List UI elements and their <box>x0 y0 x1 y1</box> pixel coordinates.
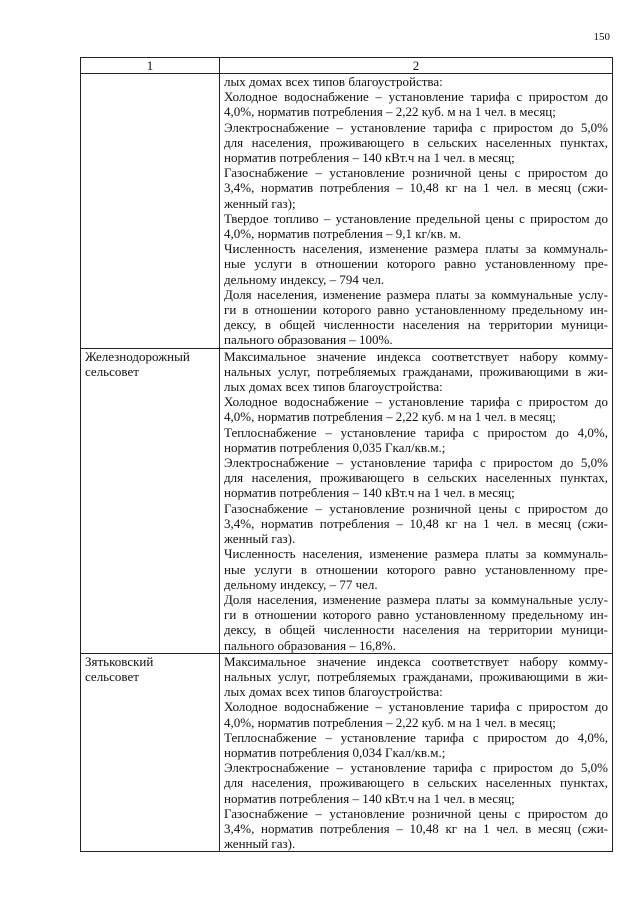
text-line: Электроснабжение – установление тарифа с приростом до 5,0% <box>224 455 608 471</box>
text-line: Электроснабжение – установление тарифа с приростом до 5,0% <box>224 760 608 776</box>
municipality-name-line: сельсовет <box>85 363 139 379</box>
paragraph <box>224 425 608 455</box>
text-line: 3,4%, норматив потребления – 10,48 кг на 1 чел. в месяц (сжи- <box>224 820 608 836</box>
paragraph <box>224 74 608 89</box>
paragraph <box>224 165 608 211</box>
municipality-name-line: Железнодорожный <box>85 348 190 364</box>
text-line: 4,0%, норматив потребления – 2,22 куб. м на 1 чел. в месяц; <box>224 104 556 120</box>
municipality-cell <box>81 348 220 653</box>
text-line: дельному индексу, – 77 чел. <box>224 576 378 592</box>
table-row <box>81 348 613 653</box>
text-line: Твердое топливо – установление предельной цены с приростом до <box>224 210 608 226</box>
text-line: пального образования – 100%. <box>224 332 393 348</box>
municipality-cell <box>81 74 220 349</box>
text-line: норматив потребления – 140 кВт.ч на 1 чел. в месяц; <box>224 790 515 806</box>
text-line: Холодное водоснабжение – установление тарифа с приростом до <box>224 89 608 105</box>
page-number: 150 <box>593 31 610 43</box>
text-line: пального образования – 16,8%. <box>224 637 396 653</box>
text-line: норматив потребления – 140 кВт.ч на 1 чел. в месяц; <box>224 485 515 501</box>
text-line: лых домах всех типов благоустройства: <box>224 379 443 395</box>
description-cell <box>220 653 613 852</box>
text-line: Холодное водоснабжение – установление тарифа с приростом до <box>224 394 608 410</box>
paragraph <box>224 806 608 852</box>
text-line: 4,0%, норматив потребления – 2,22 куб. м на 1 чел. в месяц; <box>224 714 556 730</box>
text-line: для населения, проживающего в сельских населенных пунктах, <box>224 775 608 791</box>
text-line: 4,0%, норматив потребления – 2,22 куб. м на 1 чел. в месяц; <box>224 409 556 425</box>
paragraph <box>224 120 608 166</box>
text-line: лых домах всех типов благоустройства: <box>224 74 443 89</box>
text-line: дельному индексу, – 794 чел. <box>224 271 385 287</box>
municipality-name-line: сельсовет <box>85 668 139 684</box>
text-line: Газоснабжение – установление розничной цены с приростом до <box>224 500 608 516</box>
description-cell <box>220 348 613 653</box>
tariff-table <box>80 57 613 852</box>
table-header-row <box>81 58 613 74</box>
text-line: 4,0%, норматив потребления – 9,1 кг/кв. м. <box>224 226 461 242</box>
text-line: Доля населения, изменение размера платы за коммунальные услу- <box>224 591 608 607</box>
municipality-cell <box>81 653 220 852</box>
text-line: женный газ). <box>224 836 296 852</box>
paragraph <box>224 241 608 287</box>
paragraph <box>224 760 608 806</box>
text-line: ги в отношении которого равно установленному предельному ин- <box>224 607 608 623</box>
text-line: Максимальное значение индекса соответствует набору комму- <box>224 348 608 364</box>
text-line: лых домах всех типов благоустройства: <box>224 684 443 700</box>
paragraph <box>224 546 608 592</box>
description-cell <box>220 74 613 349</box>
text-line: норматив потребления 0,034 Гкал/кв.м.; <box>224 744 446 760</box>
paragraph <box>224 455 608 501</box>
text-line: женный газ). <box>224 531 296 547</box>
column-header-1: 1 <box>81 58 220 74</box>
text-line: нальных услуг, потребляемых гражданами, проживающими в жи- <box>224 668 608 684</box>
text-line: Численность населения, изменение размера платы за коммуналь- <box>224 546 608 562</box>
text-line: дексу, в общей численности населения на территории муници- <box>224 317 608 333</box>
paragraph <box>224 211 608 241</box>
paragraph <box>224 501 608 547</box>
paragraph <box>224 349 608 395</box>
paragraph <box>224 287 608 348</box>
text-line: женный газ); <box>224 195 296 211</box>
municipality-name-line: Зятьковский <box>85 653 154 669</box>
table-row <box>81 74 613 349</box>
text-line: для населения, проживающего в сельских населенных пунктах, <box>224 134 608 150</box>
column-header-2: 2 <box>220 58 613 74</box>
text-line: ные услуги в отношении которого равно установленному пре- <box>224 561 608 577</box>
text-line: Максимальное значение индекса соответствует набору комму- <box>224 653 608 669</box>
text-line: нальных услуг, потребляемых гражданами, проживающими в жи- <box>224 363 608 379</box>
text-line: Газоснабжение – установление розничной цены с приростом до <box>224 805 608 821</box>
text-line: Газоснабжение – установление розничной цены с приростом до <box>224 165 608 181</box>
paragraph <box>224 394 608 424</box>
text-line: Теплоснабжение – установление тарифа с приростом до 4,0%, <box>224 424 608 440</box>
text-line: Холодное водоснабжение – установление тарифа с приростом до <box>224 699 608 715</box>
text-line: норматив потребления – 140 кВт.ч на 1 чел. в месяц; <box>224 150 515 166</box>
text-line: ги в отношении которого равно установленному предельному ин- <box>224 302 608 318</box>
text-line: Электроснабжение – установление тарифа с приростом до 5,0% <box>224 119 608 135</box>
paragraph <box>224 699 608 729</box>
text-line: Теплоснабжение – установление тарифа с приростом до 4,0%, <box>224 729 608 745</box>
text-line: 3,4%, норматив потребления – 10,48 кг на 1 чел. в месяц (сжи- <box>224 515 608 531</box>
text-line: норматив потребления 0,035 Гкал/кв.м.; <box>224 439 446 455</box>
text-line: Численность населения, изменение размера платы за коммуналь- <box>224 241 608 257</box>
text-line: 3,4%, норматив потребления – 10,48 кг на 1 чел. в месяц (сжи- <box>224 180 608 196</box>
paragraph <box>224 592 608 653</box>
paragraph <box>224 730 608 760</box>
table-row <box>81 653 613 852</box>
text-line: Доля населения, изменение размера платы за коммунальные услу- <box>224 286 608 302</box>
paragraph <box>224 654 608 700</box>
text-line: для населения, проживающего в сельских населенных пунктах, <box>224 470 608 486</box>
text-line: ные услуги в отношении которого равно установленному пре- <box>224 256 608 272</box>
text-line: дексу, в общей численности населения на территории муници- <box>224 622 608 638</box>
paragraph <box>224 89 608 119</box>
